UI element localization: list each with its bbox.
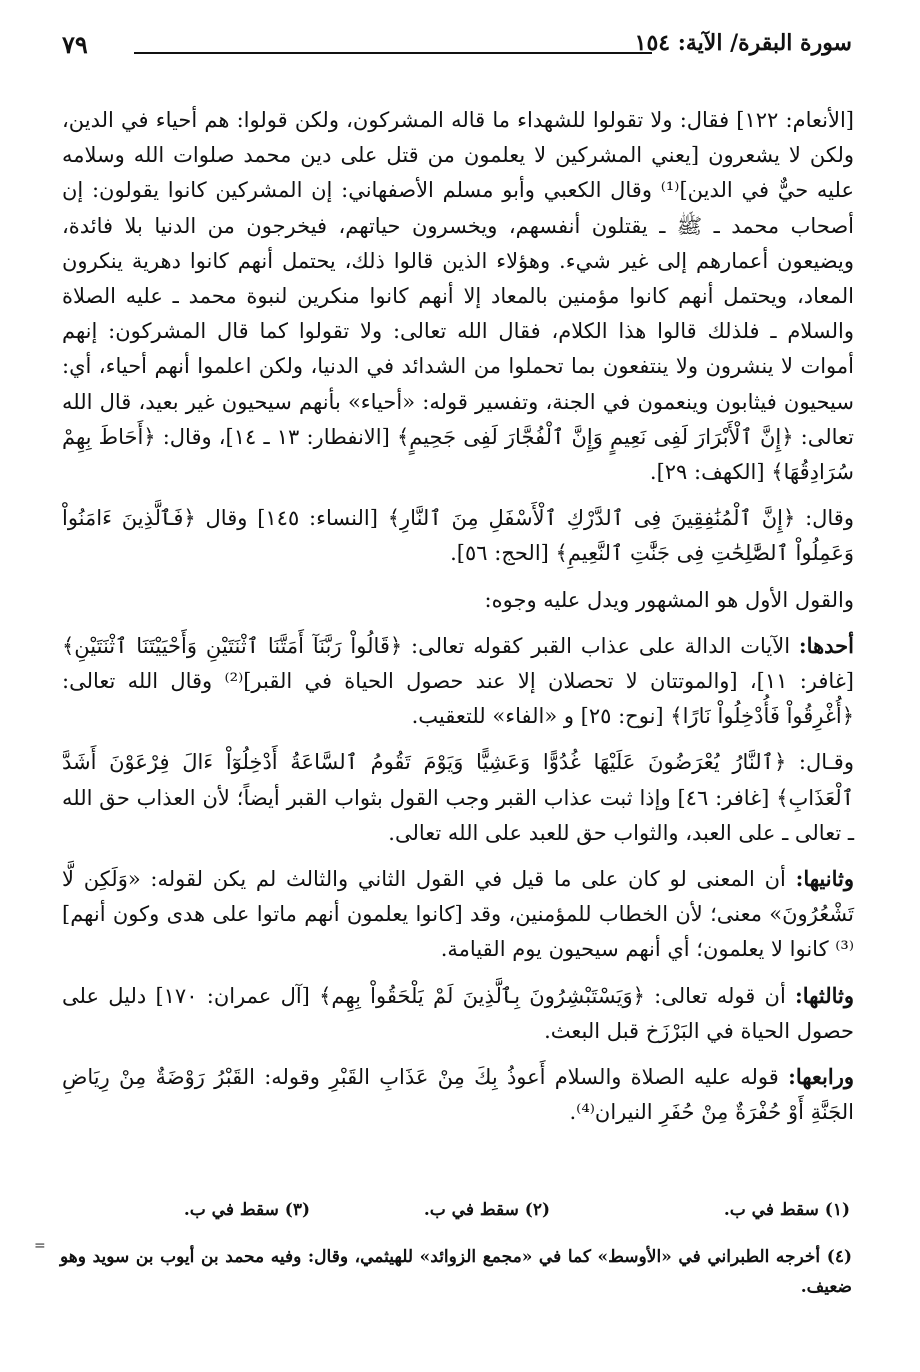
footnotes-short	[60, 1200, 850, 1230]
footnote-2: (٢) سقط في ب.	[423, 1200, 550, 1220]
footnote-1: (١) سقط في ب.	[723, 1200, 850, 1220]
paragraph	[62, 861, 854, 968]
paragraph-text: أن قوله تعالى: ﴿وَيَسْتَبْشِرُونَ بِٱلَّذِينَ لَمْ يَلْحَقُواْ بِهِم﴾ [آل عمران: ١٧٠] دليل على حصول الحياة في البَرْزَخ قبل البعث.	[62, 983, 854, 1043]
footnote-3: (٣) سقط في ب.	[183, 1200, 310, 1220]
paragraph-text: وقـال: ﴿ٱلنَّارُ يُعْرَضُونَ عَلَيْهَا غُدُوًّا وَعَشِيًّا وَيَوْمَ تَقُومُ ٱلسَّاعَةُ أَدْخِلُوٓاْ ءَالَ فِرْعَوْنَ أَشَدَّ ٱلْعَذَابِ﴾ [غافر: ٤٦] وإذا ثبت عذاب القبر وجب القول بثواب القبر أيضاً؛ لأن العذاب حق الله ـ تعالى ـ على العبد، والثواب حق للعبد على الله تعالى.	[62, 750, 854, 845]
paragraph-text: أن المعنى لو كان على ما قيل في القول الثاني والثالث لم يكن لقوله: «وَلَكِن لَّا تَشْعُرُونَ» معنى؛ لأن الخطاب للمؤمنين، وقد [كانوا يعلمون أنهم ماتوا على هدى وكون أنهم]⁽³⁾ كانوا لا يعلمون؛ أي أنهم سيحيون يوم القيامة.	[62, 867, 854, 962]
paragraph	[62, 102, 854, 490]
header-rule	[134, 52, 652, 54]
paragraph-text: وقال: ﴿إِنَّ ٱلْمُنَٰفِقِينَ فِى ٱلدَّرْكِ ٱلْأَسْفَلِ مِنَ ٱلنَّارِ﴾ [النساء: ١٤٥] وقال ﴿فَٱلَّذِينَ ءَامَنُواْ وَعَمِلُواْ ٱلصَّٰلِحَٰتِ فِى جَنَّٰتِ ٱلنَّعِيمِ﴾ [الحج: ٥٦].	[62, 506, 854, 566]
paragraph	[62, 500, 854, 571]
paragraph	[62, 582, 854, 618]
page-number: ٧٩	[62, 30, 88, 59]
paragraph-text: قوله عليه الصلاة والسلام أَعوذُ بِكَ مِنْ عَذَابِ القَبْرِ وقوله: القَبْرُ رَوْضَةٌ مِنْ رِيَاضِ الجَنَّةِ أَوْ حُفْرَةٌ مِنْ حُفَرِ النيران⁽⁴⁾.	[62, 1065, 854, 1125]
paragraph-lead: ورابعها:	[788, 1064, 854, 1090]
main-text	[62, 102, 854, 1130]
paragraph	[62, 744, 854, 851]
margin-mark: =	[34, 1238, 46, 1254]
page-header	[62, 28, 852, 72]
running-title: سورة البقرة/ الآية: ١٥٤	[634, 30, 852, 56]
paragraph-text: [الأنعام: ١٢٢] فقال: ولا تقولوا للشهداء ما قاله المشركون، ولكن قولوا: هم أحياء في الدين، ولكن لا يشعرون [يعني المشركين لا يعلمون من قتل على دين محمد صلوات الله وسلامه عليه حيٌّ في الدين]⁽¹⁾ وقال الكعبي وأبو مسلم الأصفهاني: إن المشركين كانوا يقولون: إن أصحاب محمد ـ ﷺ ـ يقتلون أنفسهم، ويخسرون حياتهم، فيخرجون من الدنيا بلا فائدة، ويضيعون أعمارهم إلى غير شيء. وهؤلاء الذين قالوا ذلك، يحتمل أنهم كانوا دهرية ينكرون المعاد، ويحتمل أنهم كانوا مؤمنين بالمعاد إلا أنهم كانوا منكرين لنبوة محمد ـ عليه الصلاة والسلام ـ فلذلك قالوا هذا الكلام، فقال الله تعالى: ولا تقولوا كما قال المشركون: إنهم أموات لا ينشرون ولا ينتفعون بما تحملوا من الشدائد في الدنيا، ولكن اعلموا أنهم أحياء، أي: سيحيون فيثابون وينعمون في الجنة، وتفسير قوله: «أحياء» بأنهم سيحيون غير بعيد، قال الله تعالى: ﴿إِنَّ ٱلْأَبْرَارَ لَفِى نَعِيمٍ وَإِنَّ ٱلْفُجَّارَ لَفِى جَحِيمٍ﴾ [الانفطار: ١٣ ـ ١٤]، وقال: ﴿أَحَاطَ بِهِمْ سُرَادِقُهَا﴾ [الكهف: ٢٩].	[62, 108, 855, 485]
paragraph	[62, 1059, 854, 1130]
paragraph-lead: أحدها:	[798, 632, 854, 658]
paragraph	[62, 978, 854, 1049]
paragraph-lead: وثالثها:	[795, 982, 854, 1008]
footnote-4: (٤) أخرجه الطبراني في «الأوسط» كما في «مجمع الزوائد» للهيثمي، وقال: وفيه محمد بن أيوب بن سويد وهو ضعيف.	[60, 1247, 852, 1297]
paragraph-lead: وثانيها:	[795, 866, 854, 892]
paragraph-text: والقول الأول هو المشهور ويدل عليه وجوه:	[484, 587, 854, 612]
paragraph-text: الآيات الدالة على عذاب القبر كقوله تعالى: ﴿قَالُواْ رَبَّنَآ أَمَتَّنَا ٱثْنَتَيْنِ وَأَحْيَيْتَنَا ٱثْنَتَيْنِ﴾ [غافر: ١١]، [والموتتان لا تحصلان إلا عند حصول الحياة في القبر]⁽²⁾ وقال الله تعالى: ﴿أُغْرِقُواْ فَأُدْخِلُواْ نَارًا﴾ [نوح: ٢٥] و «الفاء» للتعقيب.	[62, 633, 854, 729]
paragraph	[62, 628, 854, 735]
